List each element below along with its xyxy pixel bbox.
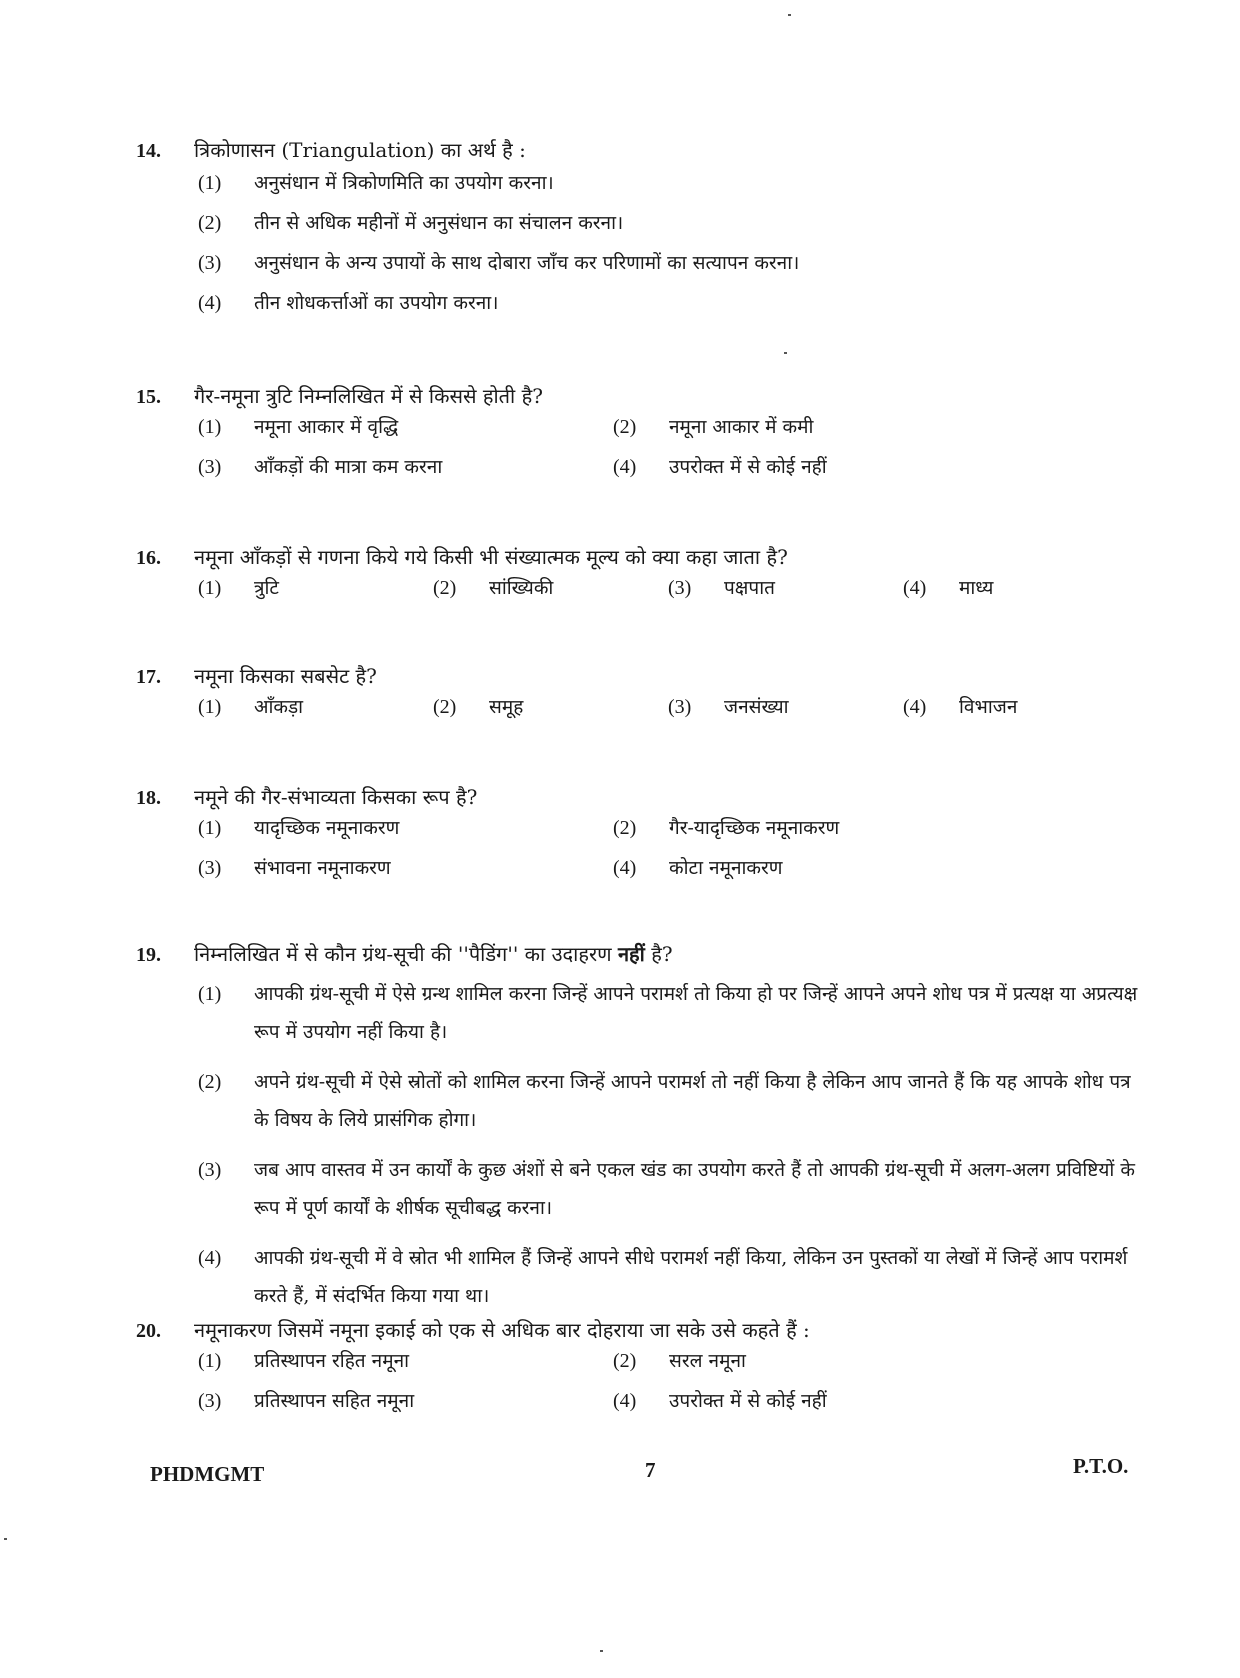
question-14 [136,136,1146,329]
option-row [198,574,1146,614]
question-number: 16. [136,547,161,569]
question-text: नमूनाकरण जिसमें नमूना इकाई को एक से अधिक बार दोहराया जा सके उसे कहते हैं : [194,1318,810,1342]
option-label: (4) [903,696,927,718]
question-number: 18. [136,787,161,809]
option-text: आँकड़ों की मात्रा कम करना [254,456,443,478]
option-3 [198,1387,613,1413]
option-2 [433,693,668,719]
option-label: (2) [613,416,637,438]
option-4 [613,1387,1028,1413]
option-label: (3) [198,1159,222,1181]
option-row [198,289,1146,329]
option-text: गैर-यादृच्छिक नमूनाकरण [669,817,840,839]
option-text: कोटा नमूनाकरण [669,857,783,879]
option-text: जनसंख्या [724,696,789,718]
option-text: आँकड़ा [254,696,304,718]
option-label: (4) [198,1247,222,1269]
option-label: (3) [198,456,222,478]
option-row [198,693,1146,733]
question-text: नमूना आँकड़ों से गणना किये गये किसी भी संख्यात्मक मूल्य को क्या कहा जाता है? [194,545,788,569]
option-label: (3) [198,1390,222,1412]
option-label: (2) [198,1071,222,1093]
question-text: त्रिकोणासन (Triangulation) का अर्थ है : [194,138,526,162]
page-number: 7 [645,1458,656,1482]
option-row [198,249,1146,289]
option-row [198,854,1146,894]
option-row [198,209,1146,249]
option-2 [613,1347,1028,1373]
option-row [198,413,1146,453]
option-1 [198,169,554,195]
option-label: (1) [198,172,222,194]
question-18 [136,783,1146,894]
option-text: संभावना नमूनाकरण [254,857,391,879]
option-2 [198,209,623,235]
paper-code: PHDMGMT [150,1462,265,1486]
option-3 [198,453,613,479]
option-text: सरल नमूना [669,1350,746,1372]
option-label: (1) [198,696,222,718]
option-text: जब आप वास्तव में उन कार्यों के कुछ अंशों से बने एकल खंड का उपयोग करते हैं तो आपकी ग्रंथ-सूची में अलग-अलग प्रविष्टियों के रूप में पूर्ण कार्यों के शीर्षक सूचीबद्ध करना। [254,1159,1135,1219]
option-label: (2) [613,817,637,839]
option-text: नमूना आकार में वृद्धि [254,416,399,438]
option-text: नमूना आकार में कमी [669,416,814,438]
scan-speck [784,352,787,354]
question-number: 14. [136,140,161,162]
option-3 [198,1151,1146,1227]
question-number: 19. [136,944,161,966]
option-label: (1) [198,416,222,438]
option-2 [433,574,668,600]
option-3 [198,854,613,880]
option-text: अपने ग्रंथ-सूची में ऐसे स्रोतों को शामिल करना जिन्हें आपने परामर्श तो नहीं किया है लेकिन आप जानते हैं कि यह आपके शोध पत्र के विषय के लिये प्रासंगिक होगा। [254,1071,1131,1131]
question-19 [136,940,1146,1327]
option-4 [613,854,1028,880]
option-4 [198,289,498,315]
option-2 [613,413,1028,439]
option-text: उपरोक्त में से कोई नहीं [669,456,827,478]
option-text: प्रतिस्थापन रहित नमूना [254,1350,410,1372]
option-label: (3) [198,857,222,879]
option-row [198,1347,1146,1387]
question-20 [136,1316,1146,1427]
option-label: (2) [433,696,457,718]
question-number: 20. [136,1320,161,1342]
option-1 [198,413,613,439]
option-text: तीन शोधकर्त्ताओं का उपयोग करना। [254,292,499,314]
option-label: (3) [668,577,692,599]
option-4 [198,1239,1146,1315]
option-1 [198,574,433,600]
option-4 [903,693,1138,719]
option-text: यादृच्छिक नमूनाकरण [254,817,400,839]
option-row [198,169,1146,209]
option-label: (4) [613,1390,637,1412]
option-1 [198,814,613,840]
question-number: 15. [136,386,161,408]
scan-speck [4,1538,7,1540]
option-3 [198,249,799,275]
question-emphasis: नहीं [617,942,645,966]
option-text: आपकी ग्रंथ-सूची में ऐसे ग्रन्थ शामिल करना जिन्हें आपने परामर्श तो किया हो पर जिन्हें आपने अपने शोध पत्र में प्रत्यक्ष या अप्रत्यक्ष रूप में उपयोग नहीं किया है। [254,983,1138,1043]
option-1 [198,975,1146,1051]
option-label: (2) [198,212,222,234]
option-text: पक्षपात [724,577,775,599]
option-text: आपकी ग्रंथ-सूची में वे स्रोत भी शामिल हैं जिन्हें आपने सीधे परामर्श नहीं किया, लेकिन उन पुस्तकों या लेखों में जिन्हें आप परामर्श करते हैं, में संदर्भित किया गया था। [254,1247,1128,1307]
option-row [198,453,1146,493]
option-label: (1) [198,817,222,839]
scan-speck [788,14,791,16]
option-text: समूह [489,696,524,718]
option-label: (2) [613,1350,637,1372]
option-text: विभाजन [959,696,1018,718]
option-1 [198,693,433,719]
option-text: प्रतिस्थापन सहित नमूना [254,1390,415,1412]
question-text-part: निम्नलिखित में से कौन ग्रंथ-सूची की ''पैडिंग'' का उदाहरण [194,942,618,966]
option-4 [903,574,1138,600]
question-16 [136,543,1146,614]
question-text: नमूने की गैर-संभाव्यता किसका रूप है? [194,785,478,809]
option-label: (1) [198,577,222,599]
option-row [198,1387,1146,1427]
question-15 [136,382,1146,493]
option-label: (4) [198,292,222,314]
question-number: 17. [136,666,161,688]
question-text-part: है? [644,942,673,966]
scan-speck [600,1650,603,1652]
option-3 [668,574,903,600]
question-17 [136,662,1146,733]
option-text: अनुसंधान में त्रिकोणमिति का उपयोग करना। [254,172,554,194]
option-label: (2) [433,577,457,599]
option-4 [613,453,1028,479]
option-text: उपरोक्त में से कोई नहीं [669,1390,827,1412]
option-label: (4) [613,456,637,478]
option-1 [198,1347,613,1373]
option-row [198,814,1146,854]
option-label: (4) [903,577,927,599]
option-label: (4) [613,857,637,879]
question-text: गैर-नमूना त्रुटि निम्नलिखित में से किससे होती है? [194,384,543,408]
option-3 [668,693,903,719]
pto-label: P.T.O. [1073,1454,1129,1478]
option-text: माध्य [959,577,994,599]
question-text [194,940,673,967]
option-label: (1) [198,983,222,1005]
option-text: तीन से अधिक महीनों में अनुसंधान का संचालन करना। [254,212,624,234]
option-label: (1) [198,1350,222,1372]
option-2 [613,814,1028,840]
option-text: त्रुटि [254,577,279,599]
option-label: (3) [198,252,222,274]
option-text: सांख्यिकी [489,577,554,599]
option-label: (3) [668,696,692,718]
option-2 [198,1063,1146,1139]
question-text: नमूना किसका सबसेट है? [194,664,377,688]
option-text: अनुसंधान के अन्य उपायों के साथ दोबारा जाँच कर परिणामों का सत्यापन करना। [254,252,800,274]
